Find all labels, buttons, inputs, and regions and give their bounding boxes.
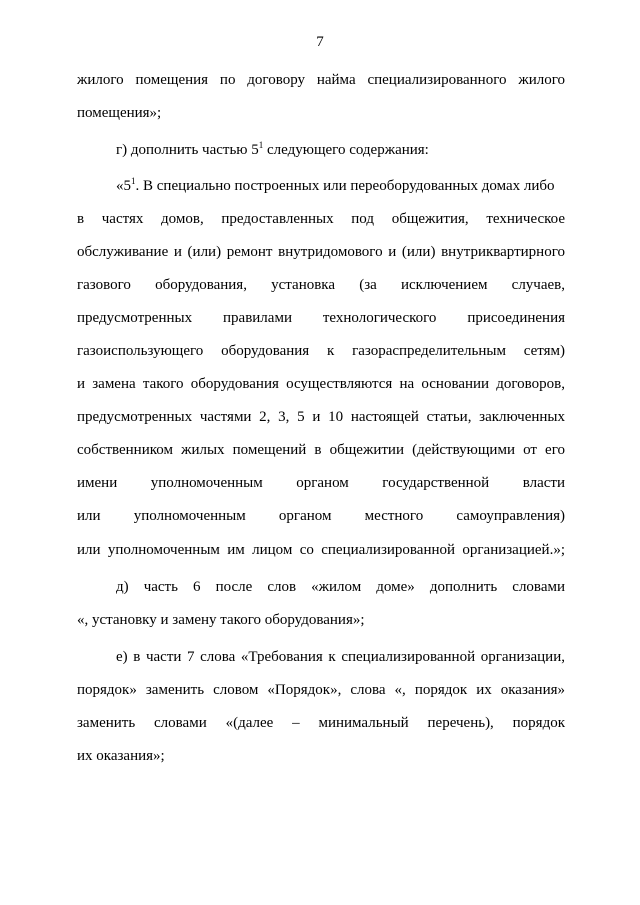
text-fragment: следующего содержания: (267, 142, 429, 158)
list-item-d: д) часть 6 после слов «жилом доме» дополнить словами (116, 579, 565, 595)
text-line: порядок» заменить словом «Порядок», слова «, порядок их оказания» (77, 682, 565, 698)
text-line: «, установку и замену такого оборудования»; (77, 612, 365, 628)
text-line: газового оборудования, установка (за исключением случаев, (77, 277, 565, 293)
text-line: или уполномоченным органом местного самоуправления) (77, 508, 565, 524)
text-line: их оказания»; (77, 748, 165, 764)
text-line: заменить словами «(далее – минимальный перечень), порядок (77, 715, 565, 731)
text-line: имени уполномоченным органом государственной власти (77, 475, 565, 491)
text-line: предусмотренных правилами технологического присоединения (77, 310, 565, 326)
text-line: обслуживание и (или) ремонт внутридомового и (или) внутриквартирного (77, 244, 565, 260)
text-fragment: «5 (116, 178, 131, 194)
text-line: предусмотренных частями 2, 3, 5 и 10 настоящей статьи, заключенных (77, 409, 565, 425)
page-number: 7 (316, 34, 324, 50)
list-item-e: е) в части 7 слова «Требования к специализированной организации, (116, 649, 565, 665)
text-line: в частях домов, предоставленных под общежития, техническое (77, 211, 565, 227)
list-item-g (116, 141, 565, 159)
text-line: жилого помещения по договору найма специализированного жилого (77, 72, 565, 88)
text-fragment: . В специально построенных или переоборудованных домах либо (135, 178, 555, 194)
text-line: собственником жилых помещений в общежитии (действующими от его (77, 442, 565, 458)
superscript: 1 (258, 140, 264, 150)
text-fragment: г) дополнить частью 5 (116, 142, 259, 158)
text-line: газоиспользующего оборудования к газораспределительным сетям) (77, 343, 565, 359)
superscript: 1 (131, 176, 136, 186)
text-line: помещения»; (77, 105, 162, 121)
text-line: и замена такого оборудования осуществляются на основании договоров, (77, 376, 565, 392)
text-line: или уполномоченным им лицом со специализированной организацией.»; (77, 542, 565, 558)
quoted-part-start (116, 177, 565, 195)
